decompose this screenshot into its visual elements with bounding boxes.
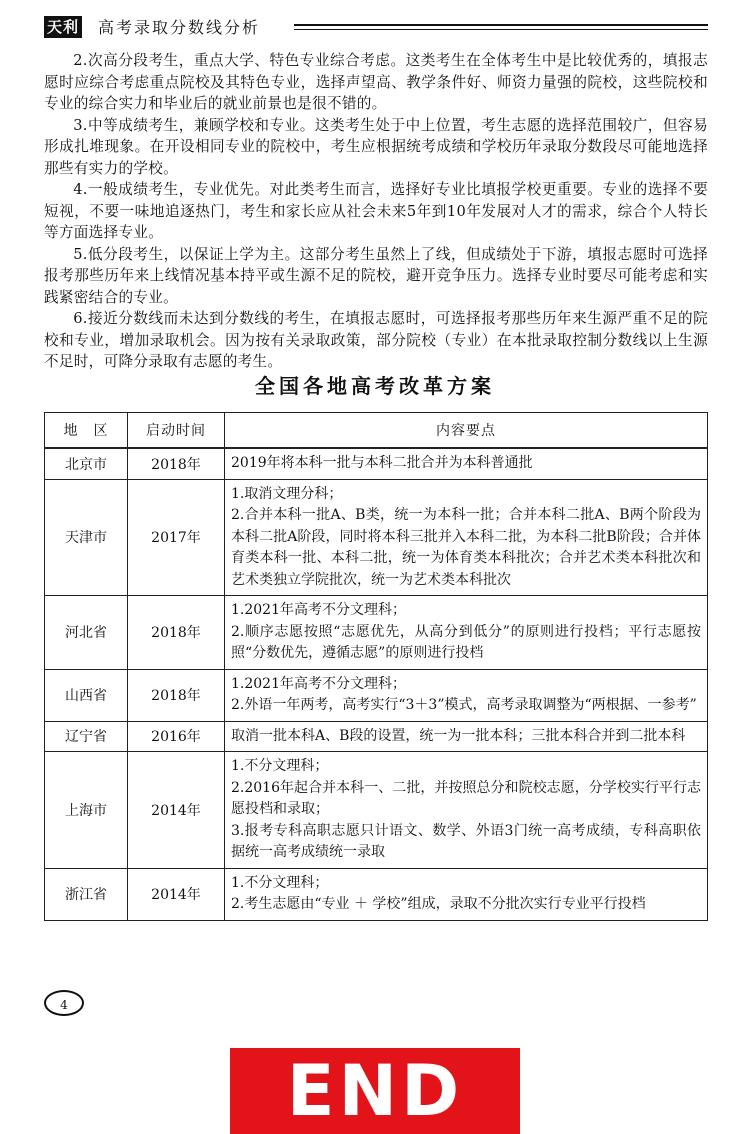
- region-cell: 山西省: [45, 669, 128, 721]
- paragraph-6: 6.接近分数线而未达到分数线的考生，在填报志愿时，可选择报考那些历年来生源严重不足的院校和专业，增加录取机会。因为按有关录取政策，部分院校（专业）在本批录取控制分数线以上生源不足时，可降分录取有志愿的考生。: [44, 310, 708, 370]
- paragraph-4: 4.一般成绩考生，专业优先。对此类考生而言，选择好专业比填报学校更重要。专业的选择不要短视，不要一味地追逐热门，考生和家长应从社会未来5年到10年发展对人才的需求，综合个人特长等方面选择专业。: [44, 181, 708, 241]
- paragraph-5: 5.低分段考生，以保证上学为主。这部分考生虽然上了线，但成绩处于下游，填报志愿时可选择报考那些历年来上线情况基本持平或生源不足的院校，避开竞争压力。选择专业时要尽可能考虑和实践紧密结合的专业。: [44, 245, 708, 306]
- content-cell: 2019年将本科一批与本科二批合并为本科普通批: [225, 448, 708, 479]
- content-cell: 1.不分文理科； 2.考生志愿由“专业 ＋ 学校”组成，录取不分批次实行专业平行投档: [225, 868, 708, 920]
- header-rule-thin: [294, 29, 708, 30]
- paragraph-2: 2.次高分段考生，重点大学、特色专业综合考虑。这类考生在全体考生中是比较优秀的，填报志愿时应综合考虑重点院校及其特色专业，选择声望高、教学条件好、师资力量强的院校，这些院校和专业的综合实力和毕业后的就业前景也是很不错的。: [44, 52, 708, 112]
- publisher-logo: 天利: [44, 16, 82, 38]
- table-body: [45, 448, 708, 920]
- table-row: [45, 752, 708, 869]
- start-year-cell: 2018年: [128, 669, 225, 721]
- section-title: 全国各地高考改革方案: [255, 374, 495, 398]
- paragraph-3: 3.中等成绩考生，兼顾学校和专业。这类考生处于中上位置，考生志愿的选择范围较广，但容易形成扎堆现象。在开设相同专业的院校中，考生应根据统考成绩和学校历年录取分数段尽可能地选择那些有实力的学校。: [44, 116, 708, 177]
- column-header-region: 地 区: [45, 413, 128, 449]
- region-cell: 天津市: [45, 479, 128, 596]
- column-header-start-year: 启动时间: [128, 413, 225, 449]
- region-cell: 浙江省: [45, 868, 128, 920]
- content-cell: 1.不分文理科； 2.2016年起合并本科一、二批，并按照总分和院校志愿，分学校实行平行志愿投档和录取； 3.报考专科高职志愿只计语文、数学、外语3门统一高考成绩，专科高职依据统一高考成绩统一录取: [225, 752, 708, 869]
- table-row: [45, 479, 708, 596]
- start-year-cell: 2018年: [128, 448, 225, 479]
- region-cell: 上海市: [45, 752, 128, 869]
- content-cell: 1.取消文理分科； 2.合并本科一批A、B类，统一为本科一批；合并本科二批A、B两个阶段为本科二批A阶段，同时将本科三批并入本科二批，为本科二批B阶段；合并体育类本科一批、本科二批，统一为体育类本科批次；合并艺术类本科批次和艺术类独立学院批次，统一为艺术类本科批次: [225, 479, 708, 596]
- page-header: [44, 14, 708, 42]
- table-row: [45, 596, 708, 670]
- region-cell: 北京市: [45, 448, 128, 479]
- reform-table: [44, 412, 708, 921]
- table-row: [45, 448, 708, 479]
- content-cell: 取消一批本科A、B段的设置，统一为一批本科；三批本科合并到二批本科: [225, 721, 708, 752]
- end-banner: END: [230, 1048, 520, 1134]
- start-year-cell: 2016年: [128, 721, 225, 752]
- table-row: [45, 669, 708, 721]
- running-title: 高考录取分数线分析: [98, 18, 261, 37]
- content-cell: 1.2021年高考不分文理科； 2.顺序志愿按照“志愿优先，从高分到低分”的原则进行投档；平行志愿按照“分数优先，遵循志愿”的原则进行投档: [225, 596, 708, 670]
- region-cell: 辽宁省: [45, 721, 128, 752]
- header-rule-thick: [294, 24, 708, 26]
- table-row: [45, 721, 708, 752]
- table-row: [45, 868, 708, 920]
- start-year-cell: 2018年: [128, 596, 225, 670]
- content-cell: 1.2021年高考不分文理科； 2.外语一年两考，高考实行“3＋3”模式，高考录取调整为“两根据、一参考”: [225, 669, 708, 721]
- table-header-row: [45, 413, 708, 449]
- start-year-cell: 2014年: [128, 752, 225, 869]
- region-cell: 河北省: [45, 596, 128, 670]
- start-year-cell: 2014年: [128, 868, 225, 920]
- start-year-cell: 2017年: [128, 479, 225, 596]
- column-header-content: 内容要点: [225, 413, 708, 449]
- page-number: 4: [44, 990, 84, 1016]
- advice-paragraphs: [44, 50, 708, 373]
